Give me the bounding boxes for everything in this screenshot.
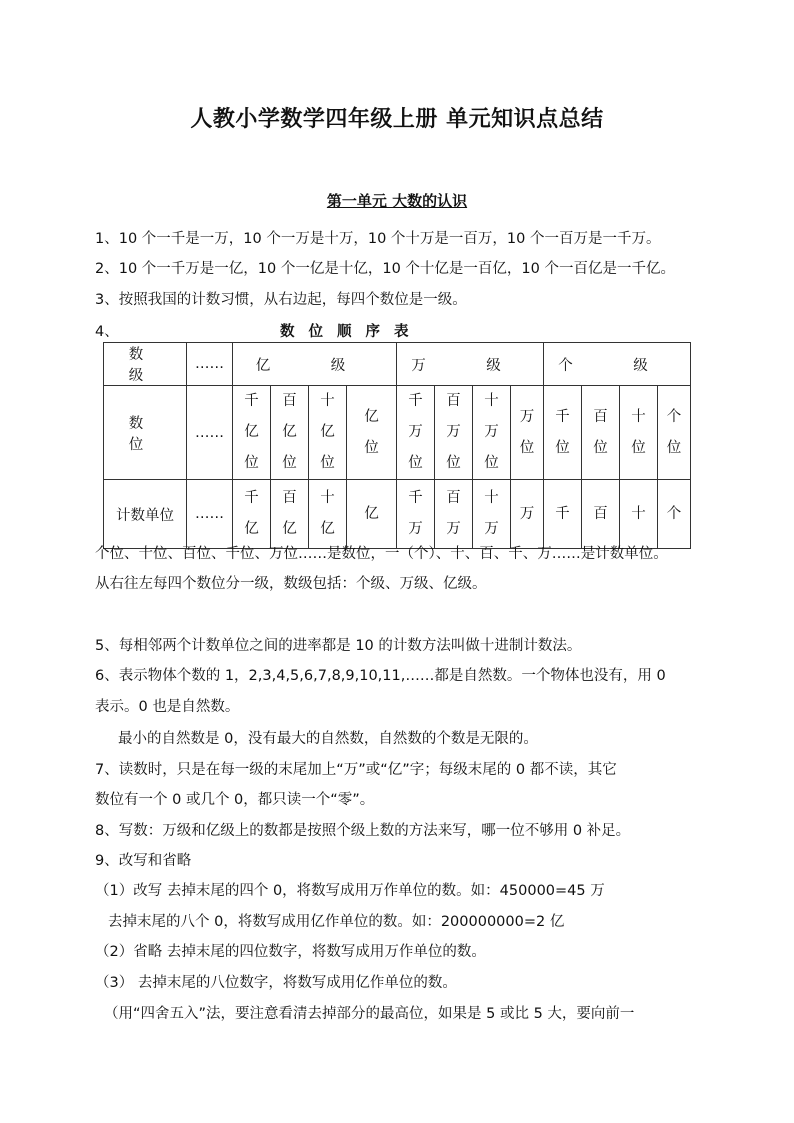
table-row-unit xyxy=(104,480,691,549)
paragraph-9b: 去掉末尾的八个 0，将数写成用亿作单位的数。如：200000000=2 亿 xyxy=(108,914,565,930)
table-cell-char: 位 xyxy=(484,455,499,471)
paragraph-7b: 数位有一个 0 或几个 0，都只读一个“零”。 xyxy=(95,792,375,808)
table-cell-char: 万 xyxy=(484,424,499,440)
table-cell xyxy=(544,386,582,480)
table-cell-text xyxy=(484,483,499,545)
table-cell-text xyxy=(244,386,259,479)
table-cell-ellipsis: …… xyxy=(187,343,233,386)
table-cell-text xyxy=(244,483,259,545)
table-cell-yi-level: 亿 级 xyxy=(233,343,397,386)
table-cell-text xyxy=(408,386,423,479)
table-cell-char: 位 xyxy=(593,439,608,456)
table-cell xyxy=(309,386,347,480)
table-cell-char: 位 xyxy=(666,439,682,456)
table-cell-char: 百 xyxy=(446,393,461,409)
table-cell xyxy=(347,386,397,480)
paragraph-1: 1、10 个一千是一万，10 个一万是十万，10 个十万是一百万，10 个一百万是一千万。 xyxy=(95,231,661,247)
table-cell-char: 十 xyxy=(484,393,499,409)
table-cell-char: 位 xyxy=(408,455,423,471)
table-cell-char: 亿 xyxy=(364,505,379,522)
table-cell-char: 万 xyxy=(408,521,423,537)
table-cell xyxy=(435,480,473,549)
table-cell xyxy=(658,386,691,480)
table-row-level xyxy=(104,343,691,386)
table-cell-char: 亿 xyxy=(320,424,335,440)
paragraph-6b: 表示。0 也是自然数。 xyxy=(95,699,240,715)
table-cell-text xyxy=(555,499,570,530)
table-cell-text xyxy=(484,386,499,479)
table-cell-wan-level: 万 级 xyxy=(397,343,544,386)
table-cell xyxy=(435,386,473,480)
paragraph-5: 5、每相邻两个计数单位之间的进率都是 10 的计数方法叫做十进制计数法。 xyxy=(95,638,582,654)
table-cell-text xyxy=(408,483,423,545)
table-cell-label: 计数单位 xyxy=(104,480,187,549)
table-cell-text xyxy=(282,483,297,545)
table-cell xyxy=(511,386,544,480)
table-cell-char: 位 xyxy=(244,455,259,471)
table-cell-char: 位 xyxy=(364,439,379,456)
table-cell-text xyxy=(631,499,646,530)
table-cell-char: 百 xyxy=(282,393,297,409)
table-number: 4、 xyxy=(95,324,119,340)
table-cell-char: 万 xyxy=(446,424,461,440)
table-cell-char: 百 xyxy=(446,490,461,506)
table-cell-text xyxy=(520,402,535,464)
table-cell xyxy=(271,386,309,480)
table-cell-char: 万 xyxy=(446,521,461,537)
table-cell-char: 十 xyxy=(320,393,335,409)
table-cell-ellipsis: …… xyxy=(187,386,233,480)
table-cell xyxy=(582,386,620,480)
paragraph-9a: （1）改写 去掉末尾的四个 0，将数写成用万作单位的数。如：450000=45 万 xyxy=(95,883,605,899)
page-title: 人教小学数学四年级上册 单元知识点总结 xyxy=(190,107,604,132)
table-cell-char: 千 xyxy=(555,408,570,425)
table-cell xyxy=(658,480,691,549)
table-cell-char: 位 xyxy=(631,439,646,456)
table-cell-char: 千 xyxy=(244,490,259,506)
unit-heading: 第一单元 大数的认识 xyxy=(326,192,468,210)
table-cell-text xyxy=(364,402,379,464)
table-cell-char: 万 xyxy=(484,521,499,537)
paragraph-3: 3、按照我国的计数习惯，从右边起，每四个数位是一级。 xyxy=(95,292,467,308)
table-cell-ellipsis: …… xyxy=(187,480,233,549)
table-cell-ge-level: 个 级 xyxy=(544,343,691,386)
paragraph-8: 8、写数：万级和亿级上的数都是按照个级上数的方法来写，哪一位不够用 0 补足。 xyxy=(95,823,631,839)
paragraph-4b: 从右往左每四个数位分一级，数级包括：个级、万级、亿级。 xyxy=(95,576,487,592)
paragraph-9: 9、改写和省略 xyxy=(95,853,192,869)
table-cell-text xyxy=(555,402,570,464)
table-cell-char: 千 xyxy=(555,505,570,522)
table-cell xyxy=(620,386,658,480)
table-cell xyxy=(620,480,658,549)
table-cell-label: 数 位 xyxy=(104,386,187,480)
table-cell-char: 亿 xyxy=(282,521,297,537)
table-cell-text xyxy=(320,483,335,545)
table-cell-text xyxy=(520,499,535,530)
table-cell xyxy=(582,480,620,549)
table-cell-char: 万 xyxy=(519,408,535,425)
table-cell-char: 位 xyxy=(320,455,335,471)
table-cell xyxy=(473,386,511,480)
table-cell-char: 个 xyxy=(666,505,682,522)
place-value-table xyxy=(103,342,691,549)
table-cell-label: 数 级 xyxy=(104,343,187,386)
table-title: 数位顺序表 xyxy=(280,324,423,340)
table-cell-text xyxy=(364,499,379,530)
table-cell-char: 十 xyxy=(484,490,499,506)
table-cell-char: 亿 xyxy=(282,424,297,440)
table-cell-char: 亿 xyxy=(244,424,259,440)
table-cell-char: 万 xyxy=(519,505,535,522)
table-cell-char: 亿 xyxy=(364,408,379,425)
paragraph-9d: （3） 去掉末尾的八位数字，将数写成用亿作单位的数。 xyxy=(95,975,457,991)
paragraph-9e: （用“四舍五入”法，要注意看清去掉部分的最高位，如果是 5 或比 5 大，要向前一 xyxy=(104,1006,635,1022)
table-cell-char: 位 xyxy=(282,455,297,471)
paragraph-6c: 最小的自然数是 0，没有最大的自然数，自然数的个数是无限的。 xyxy=(118,731,538,747)
table-cell xyxy=(233,386,271,480)
paragraph-4a: 个位、十位、百位、千位、万位……是数位，一（个）、十、百、千、万……是计数单位。 xyxy=(95,546,668,562)
table-cell-char: 千 xyxy=(408,490,423,506)
table-cell-text xyxy=(320,386,335,479)
table-cell xyxy=(271,480,309,549)
table-cell-char: 位 xyxy=(555,439,570,456)
table-cell xyxy=(233,480,271,549)
table-cell-char: 十 xyxy=(631,408,646,425)
table-cell-char: 千 xyxy=(408,393,423,409)
table-cell-char: 万 xyxy=(408,424,423,440)
table-cell xyxy=(347,480,397,549)
table-cell-text xyxy=(446,483,461,545)
paragraph-6a: 6、表示物体个数的 1，2,3,4,5,6,7,8,9,10,11,……都是自然数。一个物体也没有，用 0 xyxy=(95,668,666,684)
table-cell-char: 千 xyxy=(244,393,259,409)
table-cell-text xyxy=(667,402,682,464)
table-cell-char: 十 xyxy=(631,505,646,522)
table-caption xyxy=(95,320,423,341)
table-cell xyxy=(309,480,347,549)
table-cell-text xyxy=(593,499,608,530)
table-cell-text xyxy=(593,402,608,464)
table-cell-char: 亿 xyxy=(320,521,335,537)
table-cell xyxy=(397,386,435,480)
table-cell-char: 个 xyxy=(666,408,682,425)
table-row-place xyxy=(104,386,691,480)
table-cell xyxy=(397,480,435,549)
table-cell-char: 百 xyxy=(593,408,608,425)
table-cell-char: 位 xyxy=(519,439,535,456)
table-cell xyxy=(544,480,582,549)
table-cell-char: 百 xyxy=(282,490,297,506)
table-cell-text xyxy=(667,499,682,530)
table-cell-char: 十 xyxy=(320,490,335,506)
table-cell-text xyxy=(282,386,297,479)
table-cell xyxy=(473,480,511,549)
table-cell xyxy=(511,480,544,549)
table-cell-char: 百 xyxy=(593,505,608,522)
paragraph-7a: 7、读数时，只是在每一级的末尾加上“万”或“亿”字；每级末尾的 0 都不读，其它 xyxy=(95,762,617,778)
table-cell-text xyxy=(446,386,461,479)
paragraph-2: 2、10 个一千万是一亿，10 个一亿是十亿，10 个十亿是一百亿，10 个一百亿是一千亿。 xyxy=(95,261,675,277)
table-cell-char: 位 xyxy=(446,455,461,471)
table-cell-text xyxy=(631,402,646,464)
table-cell-char: 亿 xyxy=(244,521,259,537)
paragraph-9c: （2）省略 去掉末尾的四位数字，将数写成用万作单位的数。 xyxy=(95,944,486,960)
